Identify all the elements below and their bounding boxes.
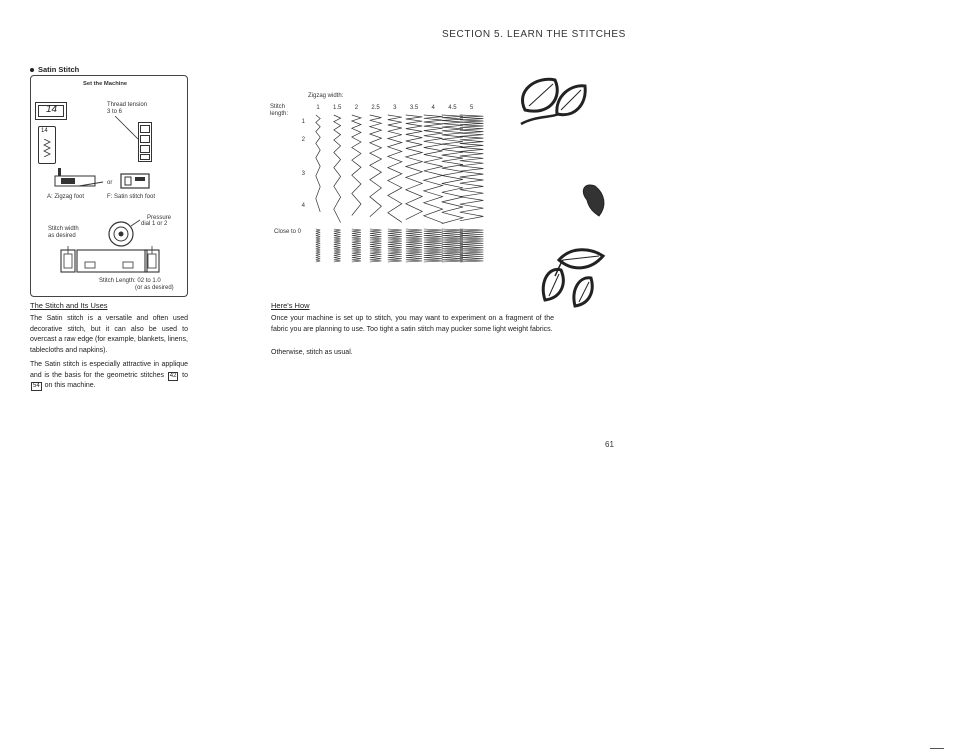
heres-how-paragraph-1: Once your machine is set up to stitch, you may want to experiment on a fragment of the fabric you are planning to use. Too tight a satin stitch may pucker some light weight fabrics. (271, 315, 554, 333)
pattern-dial-display (35, 102, 67, 120)
column-label-7: 4.5 (448, 105, 457, 111)
uses-paragraph-2 (30, 360, 188, 392)
chart-title: Zigzag width: (308, 93, 344, 99)
foot-f-label: F: Satin stitch foot (107, 194, 156, 200)
zigzag-pattern-icon (42, 139, 52, 157)
uses-to: to (182, 371, 188, 379)
column-label-4: 3 (393, 105, 397, 111)
stitch-column-7 (442, 115, 463, 224)
control-panel-icon (57, 246, 161, 276)
uses-paragraph-1: The Satin stitch is a versatile and often used decorative stitch, but it can also be used to overcast a raw edge (for example, blankets, linens, tablecloths and napkins). (30, 315, 188, 354)
zigzag-stitch-chart (262, 85, 502, 275)
bullet-icon (30, 68, 34, 72)
uses-paragraph-2-start: The Satin stitch is especially attractive in applique and is the basis for the geometric stitches (30, 361, 188, 379)
column-label-2: 2 (354, 105, 359, 111)
zigzag-foot-icon (53, 168, 105, 192)
row-label-4: Close to 0 (274, 229, 302, 235)
leaf-pair-bottom (543, 250, 603, 306)
column-label-1: 1.5 (333, 105, 342, 111)
satin-column-1 (334, 229, 341, 262)
stitch-length-value: (or as desired) (135, 285, 174, 291)
row-label-1: 2 (301, 137, 305, 143)
pattern-card (38, 126, 56, 164)
column-label-3: 2.5 (371, 105, 380, 111)
satin-column-4 (388, 229, 402, 262)
column-label-0: 1 (316, 105, 320, 111)
stitch-column-5 (406, 115, 422, 220)
satin-column-3 (370, 229, 382, 262)
stitch-width-value: as desired (48, 233, 76, 239)
satin-foot-icon (119, 172, 153, 192)
column-label-5: 3.5 (409, 105, 419, 111)
heres-how-heading: Here's How (271, 301, 310, 310)
satin-column-2 (352, 229, 361, 262)
chart-row-axis-label-2: length: (270, 111, 289, 117)
row-label-2: 3 (301, 171, 305, 177)
tension-dial-icon (138, 122, 152, 162)
set-machine-box (30, 75, 188, 297)
set-machine-title: Set the Machine (83, 81, 128, 87)
uses-paragraph-2-end: on this machine. (44, 382, 96, 390)
page-number: 61 (605, 440, 614, 449)
chart-row-axis-label-1: Stitch (270, 104, 286, 110)
stitch-column-4 (388, 115, 402, 222)
stitch-column-1 (334, 115, 341, 223)
stitch-chip-end: 54 (33, 383, 40, 390)
satin-column-8 (460, 229, 484, 262)
leaf-applique-illustration (515, 70, 615, 310)
pressure-label: Pressure (147, 215, 172, 221)
foot-or-label: or (107, 180, 113, 186)
satin-stitch-title-text: Satin Stitch (38, 65, 80, 74)
stitch-column-0 (316, 115, 320, 212)
stitch-length-label: Stitch Length: 02 to 1.0 (99, 278, 161, 284)
heres-how-paragraph-2: Otherwise, stitch as usual. (271, 349, 353, 356)
satin-column-6 (424, 229, 443, 262)
stitch-chip-start: 42 (169, 372, 177, 379)
leaf-pair-top (521, 79, 585, 124)
pressure-value: dial 1 or 2 (141, 221, 168, 227)
stitch-column-2 (352, 115, 361, 216)
satin-column-0 (316, 229, 320, 262)
leaf-single-middle (583, 185, 604, 216)
stitch-column-6 (424, 115, 443, 223)
satin-column-5 (406, 229, 422, 262)
satin-stitch-title (30, 65, 79, 74)
row-label-3: 4 (301, 203, 305, 209)
pattern-number: 14 (41, 128, 48, 134)
stitch-column-8 (460, 115, 484, 221)
thread-tension-label: Thread tension (107, 102, 148, 108)
row-label-0: 1 (301, 119, 305, 125)
corner-mark (930, 748, 944, 749)
column-label-6: 4 (431, 105, 435, 111)
section-header: SECTION 5. LEARN THE STITCHES (442, 29, 626, 40)
satin-column-7 (442, 229, 463, 262)
stitch-width-label: Stitch width (48, 226, 79, 232)
dial-number: 14 (46, 104, 58, 115)
uses-heading: The Stitch and Its Uses (30, 301, 108, 310)
stitch-column-3 (370, 115, 382, 217)
thread-tension-value: 3 to 6 (107, 109, 123, 115)
column-label-8: 5 (469, 105, 474, 111)
foot-a-label: A: Zigzag foot (47, 194, 85, 200)
